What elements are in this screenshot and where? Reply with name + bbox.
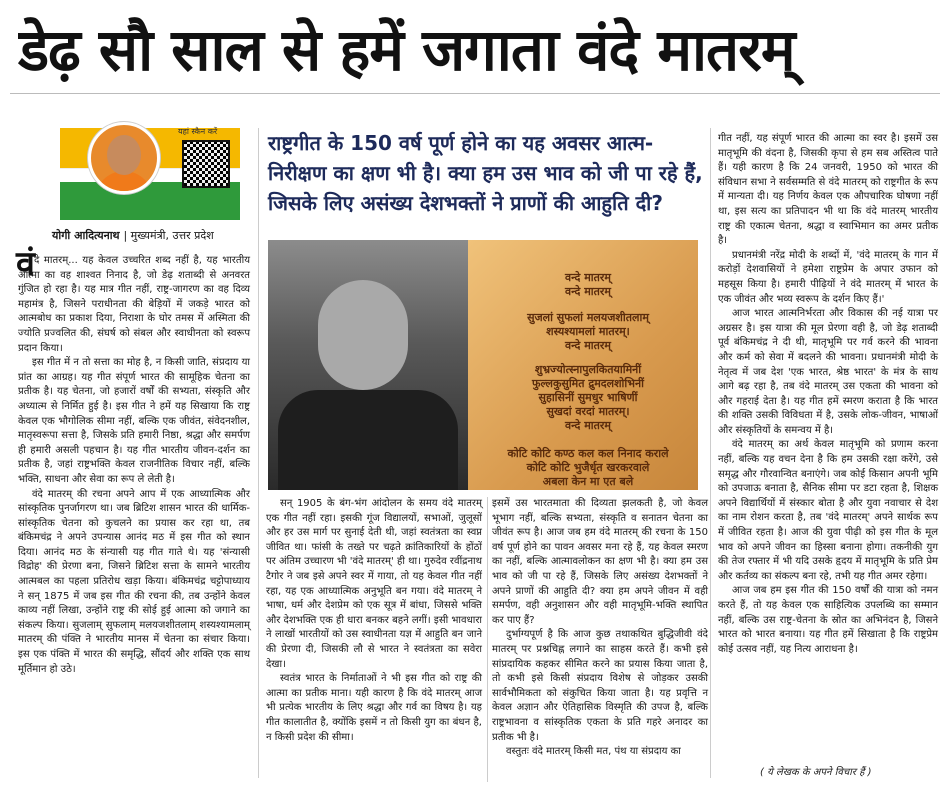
qr-label: यहां स्कैन करें bbox=[178, 127, 218, 136]
paragraph: वंदे मातरम् का अर्थ केवल मातृभूमि को प्रणाम करना नहीं, बल्कि यह वचन देना है कि हम उसकी रक्षा करेंगे, उसे समृद्ध और गौरवान्वित बनाएंगे। जब कोई किसान अपनी भूमि को उपजाऊ बनाता है, सैनिक सीमा पर डटा रहता है, शिक्षक अपने विद्यार्थियों में संस्कार बोता है और युवा नवाचार से देश का नाम रोशन करता है, तब 'वंदे मातरम्' अपने सार्थक रूप में जीवित रहता है। आज की युवा पीढ़ी को इस गीत के मूल भाव को अपने जीवन का हिस्सा बनाना होगा। तकनीकी युग की तेज रफ्तार में भी यदि उसके हृदय में मातृभूमि के प्रति प्रेम और कर्तव्य का संकल्प बना रहे, तभी यह गीत अमर रहेगा। bbox=[718, 439, 938, 582]
article-column-4 bbox=[718, 132, 938, 657]
paragraph: स्वतंत्र भारत के निर्माताओं ने भी इस गीत को राष्ट्र की आत्मा का प्रतीक माना। यही कारण है कि वंदे मातरम् आज भी प्रत्येक भारतीय के लिए श्रद्धा और गर्व का विषय है। यह गीत कालातीत है, क्योंकि इसमें न तो किसी युग का बंधन है, न किसी प्रदेश की सीमा। bbox=[266, 673, 482, 743]
verse-line: शस्यश्यामलां मातरम्। bbox=[546, 325, 630, 338]
author-byline bbox=[52, 228, 272, 243]
article-column-3 bbox=[492, 497, 708, 760]
author-photo bbox=[88, 122, 160, 194]
article-column-2 bbox=[266, 497, 482, 745]
verse-line: शुभ्रज्योत्स्नापुलकितयामिनीं bbox=[534, 363, 642, 376]
paragraph: सन् 1905 के बंग-भंग आंदोलन के समय वंदे मातरम् एक गीत नहीं रहा। इसकी गूंज विद्यालयों, सभाओं, जुलूसों और हर उस मार्ग पर सुनाई देती थी, जहां स्वतंत्रता का स्वप्न जीवित था। फांसी के तख्ते पर चढ़ते क्रांतिकारियों के होंठों पर अंतिम उच्चारण भी 'वंदे मातरम्' ही था। गुरुदेव रवींद्रनाथ टैगोर ने जब इसे अपने स्वर में गाया, तो यह केवल गीत नहीं रहा, यह एक आध्यात्मिक अनुभूति बन गया। वंदे मातरम् ने भाषा, धर्म और देशप्रेम को एक सूत्र में बांधा, जिससे भक्ति और देशभक्ति एक ही धारा बनकर बहने लगीं। इसी भावधारा ने लाखों भारतीयों को उस स्वाधीनता यज्ञ में आहुति बन जाने की प्रेरणा दी, जिसकी लौ से भारत ने स्वतंत्रता का सवेरा देखा। bbox=[266, 498, 482, 670]
verse-line: सुखदां वरदां मातरम्। bbox=[546, 405, 630, 418]
verse-line: वन्दे मातरम् bbox=[565, 285, 611, 298]
qr-code-icon[interactable] bbox=[182, 140, 230, 188]
verse-line: अबला केन मा एत बले bbox=[542, 475, 634, 488]
column-divider bbox=[258, 128, 259, 778]
verse-line: कोटि कोटि भुजैर्धृत खरकरवाले bbox=[526, 461, 650, 474]
verse-line: सुहासिनीं सुमधुर भाषिणीं bbox=[538, 391, 638, 404]
column-divider bbox=[487, 497, 488, 782]
article-photo bbox=[268, 240, 698, 490]
divider bbox=[10, 93, 940, 94]
article-column-1 bbox=[18, 254, 250, 677]
column-divider bbox=[710, 128, 711, 778]
dropcap: वं bbox=[16, 244, 35, 284]
paragraph: वंदे मातरम् की रचना अपने आप में एक आध्यात्मिक और सांस्कृतिक पुनर्जागरण था। जब ब्रिटिश शासन भारत की धार्मिक-सांस्कृतिक चेतना को कुचलने का प्रयास कर रहा था, तब बंकिमचंद्र ने अपने उपन्यास आनंद मठ में इस गीत को स्थान दिया। आनंद मठ के संन्यासी यह गीत गाते थे। यह 'संन्यासी विद्रोह' की प्रेरणा बना, जिसने ब्रिटिश सत्ता के सामने भारतीय आत्मबल का पहला प्रतिरोध खड़ा किया। बंकिमचंद्र चट्टोपाध्याय ने सन् 1875 में जब इस गीत की रचना की, तब उन्होंने केवल काव्य नहीं लिखा, उन्होंने राष्ट्र की सोई हुई आत्मा को जगाने का संकल्प किया। सुजलाम् सुफलाम् मलयजशीतलाम् शस्यश्यामलाम् मातरम् की पंक्ति ने भारतीय मानस में चेतना का संचार किया। इस एक पंक्ति में भारत की समृद्धि, सौंदर्य और शक्ति एक साथ मूर्तिमान हो उठे। bbox=[18, 488, 250, 675]
paragraph: आज भारत आत्मनिर्भरता और विकास की नई यात्रा पर अग्रसर है। इस यात्रा की मूल प्रेरणा वही है, जो डेढ़ शताब्दी पूर्व बंकिमचंद्र ने दी थी, मातृभूमि पर गर्व करने की भावना और कर्म को सेवा में बदलने की भावना। प्रधानमंत्री मोदी के नेतृत्व में जब देश 'एक भारत, श्रेष्ठ भारत' के मंत्र के साथ आगे बढ़ रहा है, तब वंदे मातरम् उस एकता की भावना को और गहराई देता है। यह गीत हमें स्मरण कराता है कि भारत की शक्ति उसकी विविधता में है, उसके लोक-जीवन, भाषाओं और संस्कृतियों के समन्वय में है। bbox=[718, 308, 938, 436]
verse-line: वन्दे मातरम् bbox=[565, 419, 611, 432]
deck-subheading: राष्ट्रगीत के 150 वर्ष पूर्ण होने का यह अवसर आत्म-निरीक्षण का क्षण भी है। क्या हम उस भाव को जी पा रहे हैं, जिसके लिए असंख्य देशभक्तों ने प्राणों की आहुति दी? bbox=[268, 131, 703, 215]
verse-line: वन्दे मातरम् bbox=[565, 339, 611, 352]
author-name: योगी आदित्यनाथ bbox=[52, 229, 120, 242]
headline: डेढ़ सौ साल से हमें जगाता वंदे मातरम् bbox=[18, 16, 795, 84]
paragraph: वस्तुतः वंदे मातरम् किसी मत, पंथ या संप्रदाय का bbox=[506, 746, 681, 758]
verse-line: सुजलां सुफलां मलयजशीतलाम् bbox=[527, 311, 649, 324]
verse-line: कोटि कोटि कण्ठ कल कल निनाद कराले bbox=[507, 447, 669, 460]
paragraph: प्रधानमंत्री नरेंद्र मोदी के शब्दों में, 'वंदे मातरम् के गान में करोड़ों देशवासियों ने हमेशा राष्ट्रप्रेम के अपार उफान को महसूस किया है। हमारी पीढ़ियों ने वंदे मातरम् में भारत के एक जीवंत और भव्य स्वरूप के दर्शन किए हैं।' bbox=[718, 249, 938, 305]
paragraph: गीत नहीं, यह संपूर्ण भारत की आत्मा का स्वर है। इसमें उस मातृभूमि की वंदना है, जिसकी कृपा से हम सब अस्तित्व पाते हैं। यही कारण है कि 24 जनवरी, 1950 को भारत की संविधान सभा ने सर्वसम्मति से वंदे मातरम् को राष्ट्रगीत के रूप में मान्यता दी। यह निर्णय केवल एक औपचारिक घोषणा नहीं था, इस सत्य का प्रतिपादन भी था कि वंदे मातरम् भारतीय राष्ट्र की एकात्म चेतना, श्रद्धा व स्वाभिमान का अमर प्रतीक है। bbox=[718, 133, 938, 247]
verse-line: फुल्लकुसुमित द्रुमदलशोभिनीं bbox=[532, 377, 644, 390]
paragraph: आज जब हम इस गीत की 150 वर्षों की यात्रा को नमन करते हैं, तो यह केवल एक साहित्यिक उपलब्धि का सम्मान नहीं, बल्कि उस राष्ट्र-चेतना के स्रोत का अभिनंदन है, जिसने भारत को भारत बनाया। यह गीत हमें सिखाता है कि राष्ट्रप्रेम कोई उत्सव नहीं, यह नित्य आराधना है। bbox=[718, 585, 938, 655]
author-role: | मुख्यमंत्री, उत्तर प्रदेश bbox=[123, 229, 214, 242]
author-disclaimer: ( ये लेखक के अपने विचार हैं ) bbox=[760, 767, 872, 778]
paragraph: दे मातरम्... यह केवल उच्चरित शब्द नहीं है, यह भारतीय आत्मा का वह शाश्वत निनाद है, जो डेढ़ शताब्दी से अनवरत गुंजित हो रहा है। यह मात्र गीत नहीं, राष्ट्र-जागरण का वह दिव्य महामंत्र है, जिसने पराधीनता की बेड़ियों में जकड़े भारत को आत्मबोध का प्रकाश दिया, निराशा के घोर तमस में अस्मिता की ज्योति प्रज्वलित की, संघर्ष को संबल और स्वाधीनता को स्वरूप प्रदान किया। bbox=[18, 255, 250, 354]
paragraph: इसमें उस भारतमाता की दिव्यता झलकती है, जो केवल भूभाग नहीं, बल्कि सभ्यता, संस्कृति व सनातन चेतना का जीवंत रूप है। आज जब हम वंदे मातरम् की रचना के 150 वर्ष पूर्ण होने का पावन अवसर मना रहे हैं, यह केवल स्मरण का नहीं, बल्कि आत्मावलोकन का क्षण भी है। क्या हम उस भाव को जी पा रहे हैं, जिसके लिए असंख्य देशभक्तों ने अपने प्राणों की आहुति दी? क्या हम अपने जीवन में वही समर्पण, वही अनुशासन और वही मातृभूमि-भक्ति स्थापित कर पाए हैं? bbox=[492, 498, 708, 626]
paragraph: इस गीत में न तो सत्ता का मोह है, न किसी जाति, संप्रदाय या प्रांत का आग्रह। यह गीत संपूर्ण भारत की सामूहिक चेतना का प्रतीक है। यह चेतना, जो हजारों वर्षों की सभ्यता, संस्कृति और अध्यात्म से निर्मित हुई है। इस गीत ने हमें यह सिखाया कि राष्ट्र केवल एक भौगोलिक सीमा नहीं, बल्कि एक जीवंत, संवेदनशील, मातृस्वरूपा सत्ता है, जिसके प्रति हमारी निष्ठा, श्रद्धा और समर्पण ही हमारी असली पहचान है। यह गीत भारतीय जीवन-दर्शन का प्रतीक है, जहां राष्ट्रभक्ति केवल राजनीतिक विचार नहीं, बल्कि भक्ति, साधना और सेवा का रूप ले लेती है। bbox=[18, 357, 250, 485]
paragraph: दुर्भाग्यपूर्ण है कि आज कुछ तथाकथित बुद्धिजीवी वंदे मातरम् पर प्रश्नचिह्न लगाने का साहस करते हैं। कभी इसे सांप्रदायिक कहकर सीमित करने का प्रयास किया जाता है, तो कभी इसे किसी संप्रदाय विशेष से जोड़कर उसकी सार्वभौमिकता को संकुचित किया जाता है। यह प्रवृत्ति न केवल अज्ञान और ऐतिहासिक विस्मृति की उपज है, बल्कि राष्ट्रभावना व सांस्कृतिक एकता के प्रति गहरे अनादर का प्रतीक भी है। bbox=[492, 629, 708, 743]
verse-line: वन्दे मातरम् bbox=[565, 271, 611, 284]
